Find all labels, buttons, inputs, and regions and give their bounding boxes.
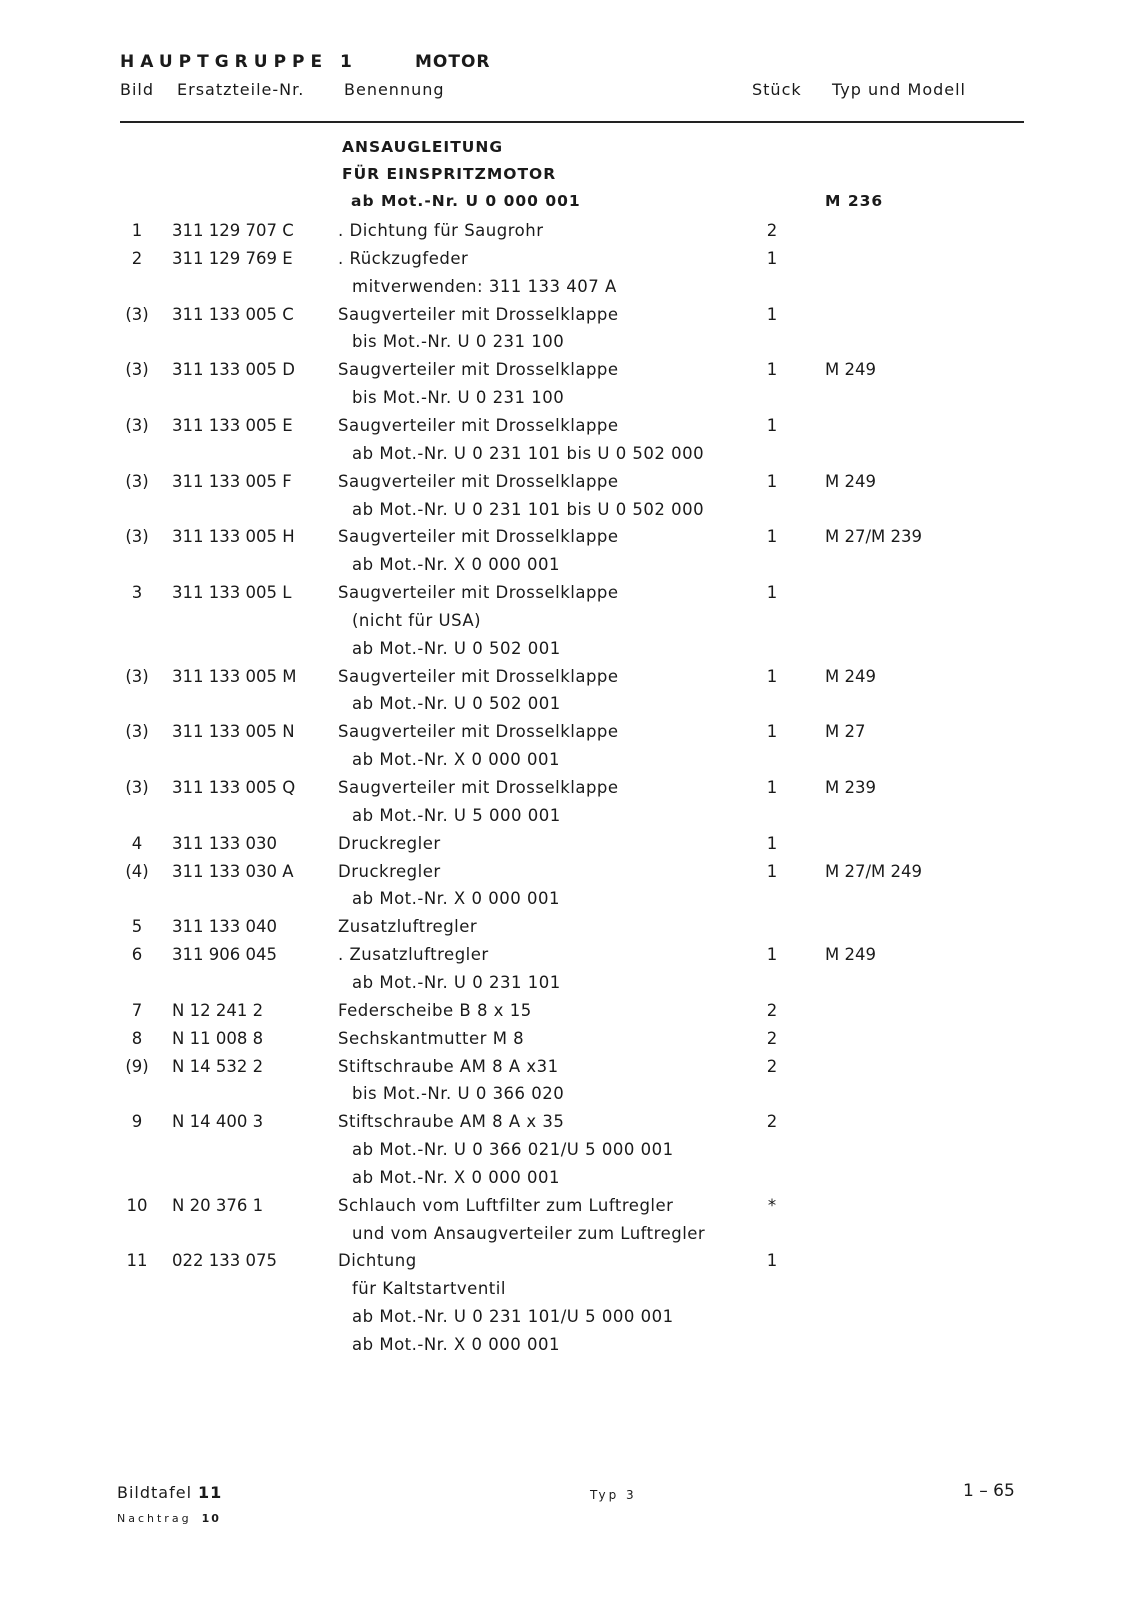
description-cell: bis Mot.-Nr. U 0 231 100: [352, 388, 565, 407]
col-header-ersatzteile-nr: Ersatzteile-Nr.: [177, 80, 305, 99]
description-cell: Zusatzluftregler: [338, 917, 478, 936]
footer-bildtafel-number: 11: [198, 1483, 223, 1502]
description-cell: ab Mot.-Nr. U 5 000 001: [352, 806, 561, 825]
description-cell: ab Mot.-Nr. X 0 000 001: [352, 889, 560, 908]
part-number-cell: 311 133 040: [172, 917, 277, 936]
section-heading: MOTOR: [415, 52, 491, 72]
footer-nachtrag-label: Nachtrag: [117, 1512, 192, 1525]
description-cell: ab Mot.-Nr. U 0 231 101 bis U 0 502 000: [352, 444, 705, 463]
bild-cell: 10: [126, 1196, 148, 1215]
description-cell: ab Mot.-Nr. U 0 502 001: [352, 694, 561, 713]
part-number-cell: N 11 008 8: [172, 1029, 264, 1048]
col-header-typ-modell: Typ und Modell: [832, 80, 966, 99]
description-cell: ab Mot.-Nr. X 0 000 001: [352, 1168, 560, 1187]
part-number-cell: 311 906 045: [172, 945, 277, 964]
description-cell: Saugverteiler mit Drosselklappe: [338, 583, 619, 602]
type-model-cell: M 27: [825, 722, 866, 741]
bild-cell: 1: [131, 221, 143, 240]
footer-bildtafel-label: Bildtafel: [117, 1483, 193, 1502]
description-cell: . Dichtung für Saugrohr: [338, 221, 544, 240]
description-cell: Saugverteiler mit Drosselklappe: [338, 472, 619, 491]
description-cell: Federscheibe B 8 x 15: [338, 1001, 532, 1020]
bild-cell: 2: [131, 249, 143, 268]
type-model-cell: M 249: [825, 360, 876, 379]
part-number-cell: 311 133 005 Q: [172, 778, 296, 797]
footer-typ: Typ 3: [590, 1488, 637, 1502]
description-cell: . Zusatzluftregler: [338, 945, 489, 964]
bild-cell: 3: [131, 583, 143, 602]
description-cell: ab Mot.-Nr. U 0 502 001: [352, 639, 561, 658]
bild-cell: (3): [125, 360, 149, 379]
part-number-cell: 311 133 005 C: [172, 305, 294, 324]
part-number-cell: 311 133 005 F: [172, 472, 292, 491]
quantity-cell: 2: [766, 1029, 778, 1048]
footer-nachtrag-number: 10: [201, 1512, 221, 1525]
bild-cell: (3): [125, 722, 149, 741]
bild-cell: (3): [125, 472, 149, 491]
quantity-cell: 1: [766, 862, 778, 881]
bild-cell: 8: [131, 1029, 143, 1048]
type-model-cell: M 249: [825, 945, 876, 964]
footer-nachtrag: [117, 1512, 221, 1525]
description-cell: mitverwenden: 311 133 407 A: [352, 277, 617, 296]
description-cell: Stiftschraube AM 8 A x 35: [338, 1112, 565, 1131]
part-number-cell: N 12 241 2: [172, 1001, 264, 1020]
description-cell: ab Mot.-Nr. X 0 000 001: [352, 555, 560, 574]
quantity-cell: 1: [766, 305, 778, 324]
quantity-cell: 1: [766, 249, 778, 268]
part-number-cell: N 14 400 3: [172, 1112, 264, 1131]
bild-cell: (3): [125, 416, 149, 435]
quantity-cell: 2: [766, 1001, 778, 1020]
type-model-cell: M 27/M 249: [825, 862, 923, 881]
description-cell: Dichtung: [338, 1251, 417, 1270]
description-cell: bis Mot.-Nr. U 0 366 020: [352, 1084, 565, 1103]
description-cell: Saugverteiler mit Drosselklappe: [338, 722, 619, 741]
bild-cell: (3): [125, 778, 149, 797]
bild-cell: (3): [125, 305, 149, 324]
col-header-stueck: Stück: [752, 80, 802, 99]
description-cell: Schlauch vom Luftfilter zum Luftregler: [338, 1196, 674, 1215]
quantity-cell: 1: [766, 945, 778, 964]
description-cell: bis Mot.-Nr. U 0 231 100: [352, 332, 565, 351]
description-cell: Stiftschraube AM 8 A x31: [338, 1057, 559, 1076]
description-cell: Saugverteiler mit Drosselklappe: [338, 527, 619, 546]
description-cell: Saugverteiler mit Drosselklappe: [338, 667, 619, 686]
quantity-cell: 1: [766, 667, 778, 686]
part-number-cell: 311 133 005 E: [172, 416, 293, 435]
description-cell: und vom Ansaugverteiler zum Luftregler: [352, 1224, 706, 1243]
description-cell: ab Mot.-Nr. U 0 366 021/U 5 000 001: [352, 1140, 674, 1159]
bild-cell: (4): [125, 862, 149, 881]
quantity-cell: *: [767, 1196, 777, 1215]
group-heading: HAUPTGRUPPE 1: [120, 52, 358, 72]
quantity-cell: 1: [766, 778, 778, 797]
description-cell: ab Mot.-Nr. U 0 231 101: [352, 973, 561, 992]
type-model-cell: M 249: [825, 472, 876, 491]
quantity-cell: 2: [766, 221, 778, 240]
footer-bildtafel: [117, 1483, 222, 1502]
description-cell: Druckregler: [338, 862, 441, 881]
description-cell: ab Mot.-Nr. U 0 231 101 bis U 0 502 000: [352, 500, 705, 519]
part-number-cell: 311 129 769 E: [172, 249, 293, 268]
bild-cell: 6: [131, 945, 143, 964]
bild-cell: 7: [131, 1001, 143, 1020]
part-number-cell: 311 133 005 H: [172, 527, 295, 546]
description-cell: (nicht für USA): [352, 611, 482, 630]
title-range: ab Mot.-Nr. U 0 000 001: [351, 192, 581, 210]
quantity-cell: 1: [766, 722, 778, 741]
quantity-cell: 1: [766, 834, 778, 853]
part-number-cell: 311 133 005 D: [172, 360, 295, 379]
description-cell: Saugverteiler mit Drosselklappe: [338, 305, 619, 324]
bild-cell: (9): [125, 1057, 149, 1076]
title-range-typ: M 236: [825, 192, 884, 210]
description-cell: Druckregler: [338, 834, 441, 853]
quantity-cell: 1: [766, 472, 778, 491]
description-cell: Saugverteiler mit Drosselklappe: [338, 778, 619, 797]
description-cell: für Kaltstartventil: [352, 1279, 506, 1298]
description-cell: ab Mot.-Nr. X 0 000 001: [352, 750, 560, 769]
part-number-cell: 022 133 075: [172, 1251, 277, 1270]
title-line-1: ANSAUGLEITUNG: [342, 138, 504, 156]
bild-cell: 5: [131, 917, 143, 936]
part-number-cell: 311 133 030: [172, 834, 277, 853]
type-model-cell: M 249: [825, 667, 876, 686]
description-cell: Saugverteiler mit Drosselklappe: [338, 360, 619, 379]
description-cell: ab Mot.-Nr. X 0 000 001: [352, 1335, 560, 1354]
quantity-cell: 1: [766, 416, 778, 435]
description-cell: Saugverteiler mit Drosselklappe: [338, 416, 619, 435]
bild-cell: 11: [126, 1251, 148, 1270]
col-header-benennung: Benennung: [344, 80, 445, 99]
part-number-cell: N 20 376 1: [172, 1196, 264, 1215]
bild-cell: 9: [131, 1112, 143, 1131]
quantity-cell: 1: [766, 1251, 778, 1270]
part-number-cell: 311 133 005 M: [172, 667, 297, 686]
description-cell: ab Mot.-Nr. U 0 231 101/U 5 000 001: [352, 1307, 674, 1326]
part-number-cell: 311 133 005 N: [172, 722, 295, 741]
quantity-cell: 1: [766, 583, 778, 602]
page-number: 1 – 65: [963, 1481, 1015, 1501]
title-line-2: FÜR EINSPRITZMOTOR: [342, 165, 557, 183]
type-model-cell: M 27/M 239: [825, 527, 923, 546]
part-number-cell: 311 133 030 A: [172, 862, 294, 881]
bild-cell: 4: [131, 834, 143, 853]
part-number-cell: N 14 532 2: [172, 1057, 264, 1076]
quantity-cell: 2: [766, 1112, 778, 1131]
bild-cell: (3): [125, 527, 149, 546]
header-divider: [120, 121, 1024, 123]
col-header-bild: Bild: [120, 80, 155, 99]
description-cell: Sechskantmutter M 8: [338, 1029, 525, 1048]
part-number-cell: 311 133 005 L: [172, 583, 292, 602]
type-model-cell: M 239: [825, 778, 876, 797]
quantity-cell: 1: [766, 527, 778, 546]
quantity-cell: 1: [766, 360, 778, 379]
bild-cell: (3): [125, 667, 149, 686]
quantity-cell: 2: [766, 1057, 778, 1076]
part-number-cell: 311 129 707 C: [172, 221, 294, 240]
description-cell: . Rückzugfeder: [338, 249, 469, 268]
